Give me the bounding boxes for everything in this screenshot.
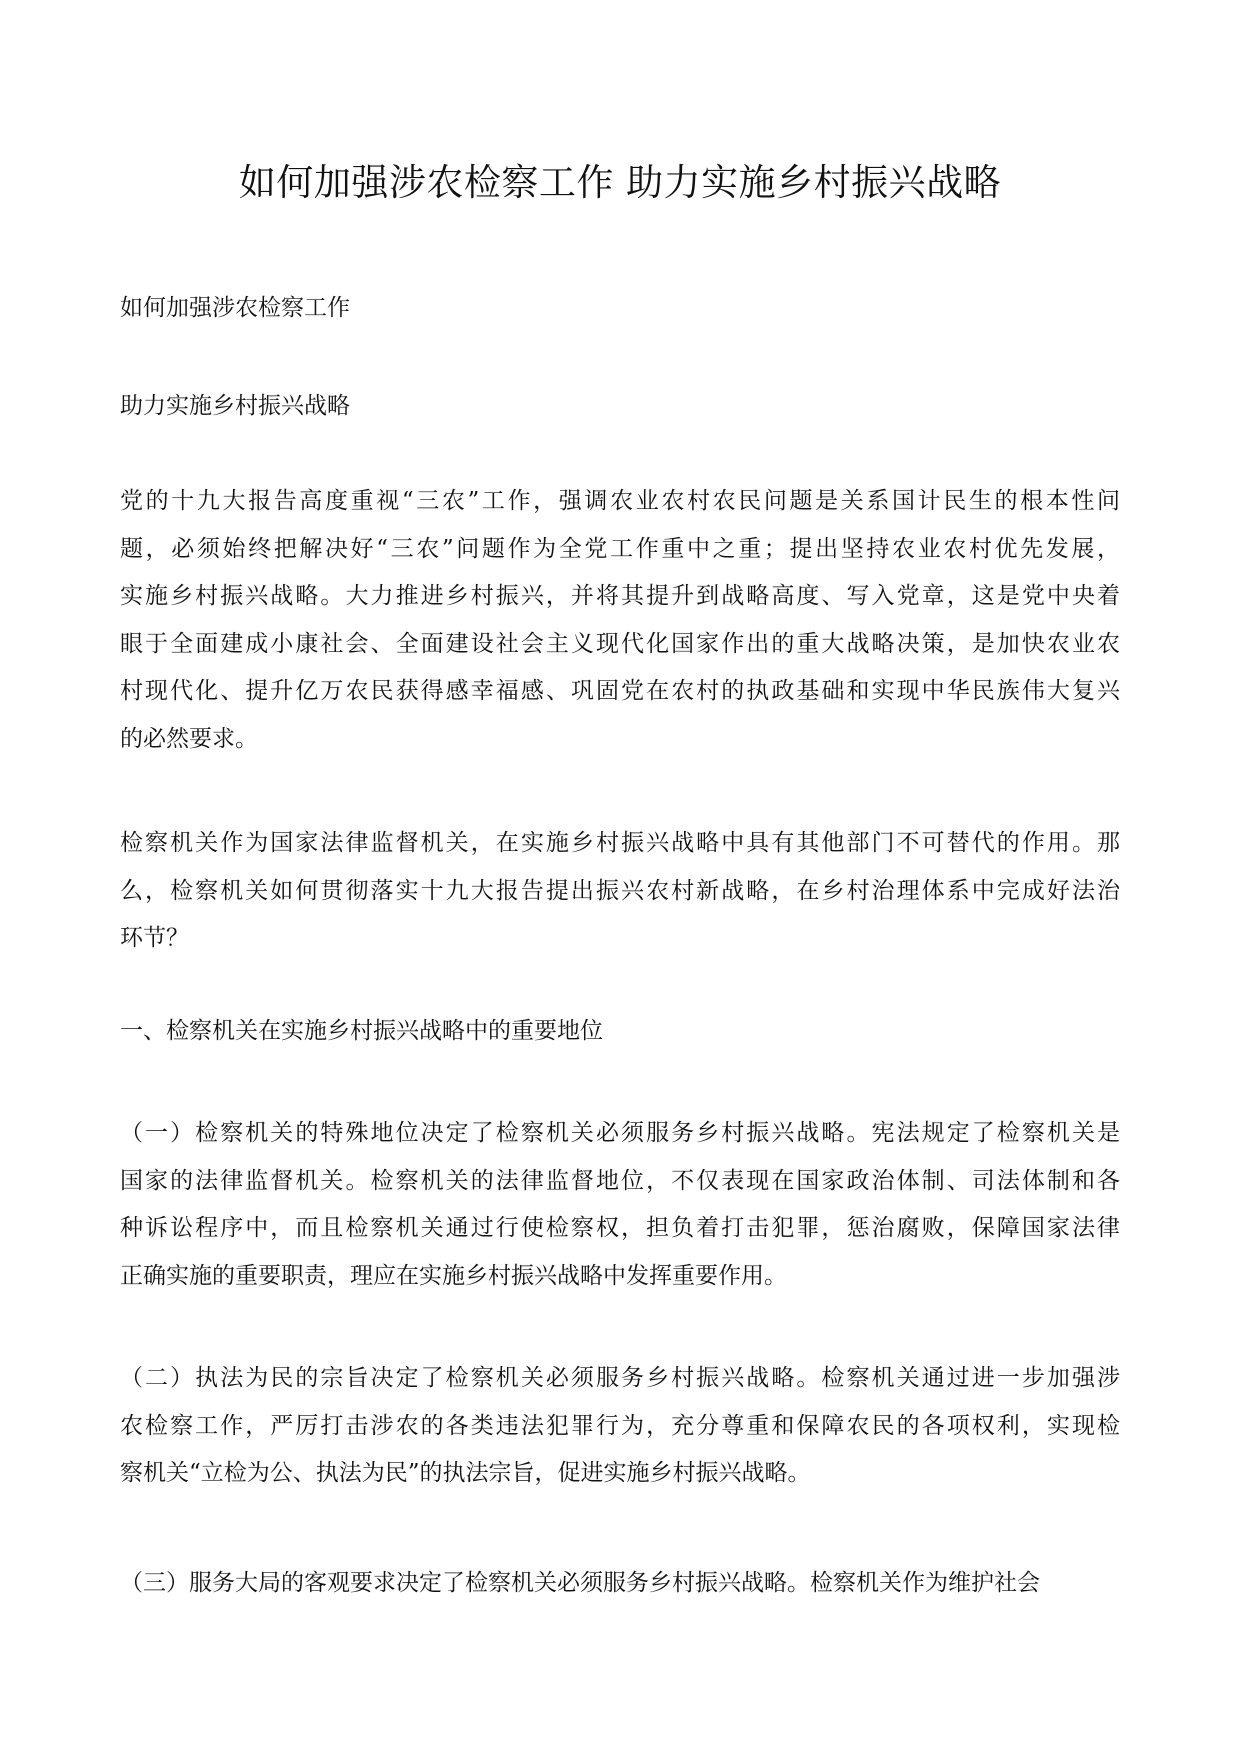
paragraph-2 bbox=[120, 820, 1120, 963]
document-title: 如何加强涉农检察工作 助力实施乡村振兴战略 bbox=[238, 161, 1002, 204]
section-heading-1: 一、检察机关在实施乡村振兴战略中的重要地位 bbox=[120, 1018, 603, 1044]
paragraph-line: 实施乡村振兴战略。大力推进乡村振兴，并将其提升到战略高度、写入党章，这是党中央着 bbox=[120, 583, 1120, 610]
paragraph-line: 检察机关作为国家法律监督机关，在实施乡村振兴战略中具有其他部门不可替代的作用。那 bbox=[120, 830, 1120, 856]
subtitle-1: 如何加强涉农检察工作 bbox=[120, 295, 350, 321]
paragraph-line: 村现代化、提升亿万农民获得感幸福感、巩固党在农村的执政基础和实现中华民族伟大复兴 bbox=[120, 678, 1120, 705]
paragraph-line: 农检察工作，严厉打击涉农的各类违法犯罪行为，充分尊重和保障农民的各项权利，实现检 bbox=[120, 1412, 1120, 1439]
paragraph-5 bbox=[120, 1560, 1120, 1608]
paragraph-line: 环节？ bbox=[120, 925, 189, 952]
paragraph-line: 眼于全面建成小康社会、全面建设社会主义现代化国家作出的重大战略决策，是加快农业农 bbox=[120, 630, 1120, 657]
paragraph-line: 国家的法律监督机关。检察机关的法律监督地位，不仅表现在国家政治体制、司法体制和各 bbox=[120, 1167, 1120, 1194]
paragraph-line: （三）服务大局的客观要求决定了检察机关必须服务乡村振兴战略。检察机关作为维护社会 bbox=[120, 1570, 1040, 1596]
paragraph-line: 种诉讼程序中，而且检察机关通过行使检察权，担负着打击犯罪，惩治腐败，保障国家法律 bbox=[120, 1215, 1120, 1242]
paragraph-1 bbox=[120, 478, 1120, 764]
paragraph-line: 党的十九大报告高度重视“三农”工作，强调农业农村农民问题是关系国计民生的根本性问 bbox=[120, 488, 1120, 514]
subtitle-2: 助力实施乡村振兴战略 bbox=[120, 393, 350, 419]
paragraph-line: （一）检察机关的特殊地位决定了检察机关必须服务乡村振兴战略。宪法规定了检察机关是 bbox=[120, 1120, 1120, 1146]
paragraph-4 bbox=[120, 1355, 1120, 1498]
paragraph-line: 题，必须始终把解决好“三农”问题作为全党工作重中之重；提出坚持农业农村优先发展， bbox=[120, 535, 1120, 562]
paragraph-line: 的必然要求。 bbox=[120, 725, 258, 752]
paragraph-line: 正确实施的重要职责，理应在实施乡村振兴战略中发挥重要作用。 bbox=[120, 1262, 787, 1289]
paragraph-line: （二）执法为民的宗旨决定了检察机关必须服务乡村振兴战略。检察机关通过进一步加强涉 bbox=[120, 1365, 1120, 1391]
paragraph-line: 察机关“立检为公、执法为民”的执法宗旨，促进实施乡村振兴战略。 bbox=[120, 1460, 811, 1487]
paragraph-line: 么，检察机关如何贯彻落实十九大报告提出振兴农村新战略，在乡村治理体系中完成好法治 bbox=[120, 877, 1120, 904]
paragraph-3 bbox=[120, 1110, 1120, 1300]
